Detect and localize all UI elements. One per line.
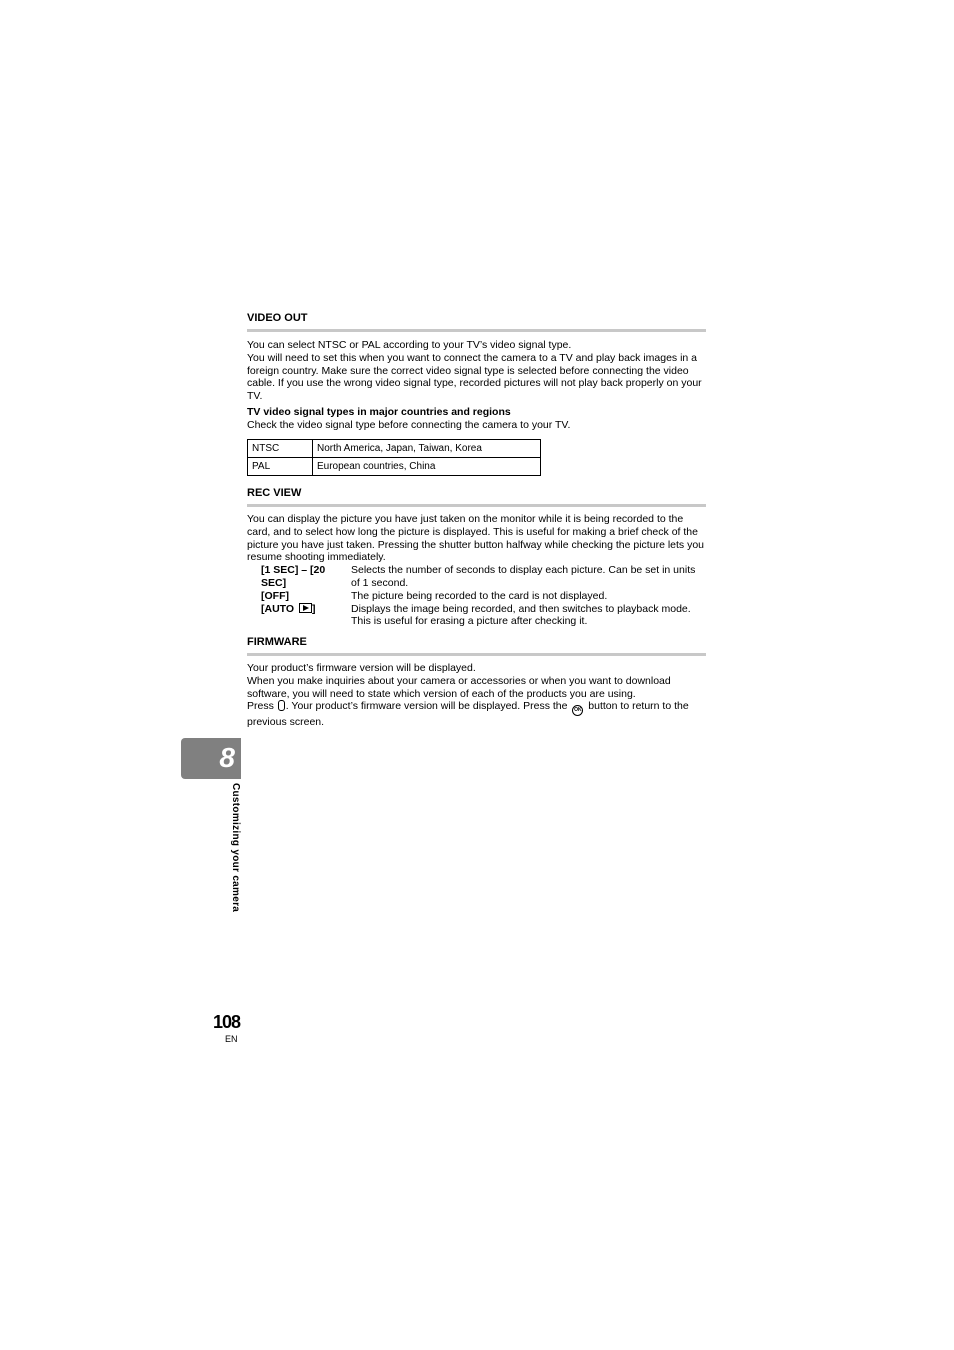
section-title-rec-view: REC VIEW [247,487,706,507]
table-row [248,457,541,475]
table-cell-type: NTSC [248,439,313,457]
video-out-para-2: You will need to set this when you want to connect the camera to a TV and play back images in a foreign country. Make sure the correct video signal type is selected before connecting the video cable. If you use the wrong video signal type, recorded pictures will not play back properly on your TV. [247,351,702,403]
option-desc: Selects the number of seconds to display each picture. Can be set in units of 1 second. [351,564,696,589]
page-language: EN [225,1034,238,1044]
ok-button-icon: OK [572,705,583,716]
video-out-para-1: You can select NTSC or PAL according to your TV’s video signal type. [247,339,572,351]
option-row [247,603,706,629]
rec-view-para: You can display the picture you have just taken on the monitor while it is being recorded to the card, and to select how long the picture is displayed. This is useful for making a brief check of the picture you have just taken. Pressing the shutter button halfway while checking the picture lets you resume shooting immediately. [247,513,705,564]
option-row [247,590,706,603]
option-key: [1 SEC] – [20 SEC] [261,564,326,589]
option-key: [OFF] [261,589,289,602]
chapter-tab [181,738,241,779]
firmware-section [247,636,706,729]
firmware-line-1: Your product’s firmware version will be displayed. [247,662,476,674]
rec-view-section [247,487,706,628]
table-cell-regions: North America, Japan, Taiwan, Korea [313,439,541,457]
chapter-number: 8 [219,742,235,773]
option-key [247,603,351,629]
button-icon [278,700,285,711]
firmware-line-2: When you make inquiries about your camera or accessories or when you want to download software, you will need to state which version of each of the products you are using. [247,674,671,700]
table-row [248,439,541,457]
firmware-text-c: button to return to the previous screen. [247,700,689,729]
option-desc: The picture being recorded to the card is not displayed. [351,589,608,602]
section-title-video-out: VIDEO OUT [247,312,706,332]
option-key-prefix: [AUTO [261,602,297,615]
firmware-text-a: Press [247,700,277,713]
section-title-firmware: FIRMWARE [247,636,706,656]
video-signal-subheading: TV video signal types in major countries and regions [247,405,511,418]
playback-icon [299,603,312,613]
video-out-section [247,312,706,476]
video-signal-table [247,439,541,476]
firmware-line-3 [247,700,706,729]
table-cell-regions: European countries, China [313,457,541,475]
video-signal-subpara: Check the video signal type before connecting the camera to your TV. [247,418,571,431]
firmware-text-b: . Your product’s firmware version will be displayed. Press the [285,700,571,713]
page-number: 108 [213,1012,241,1032]
option-desc: Displays the image being recorded, and then switches to playback mode. This is useful for erasing a picture after checking it. [351,602,691,628]
table-cell-type: PAL [248,457,313,475]
option-row [247,564,706,590]
chapter-label: Customizing your camera [230,783,241,913]
option-key-suffix: ] [311,602,316,615]
